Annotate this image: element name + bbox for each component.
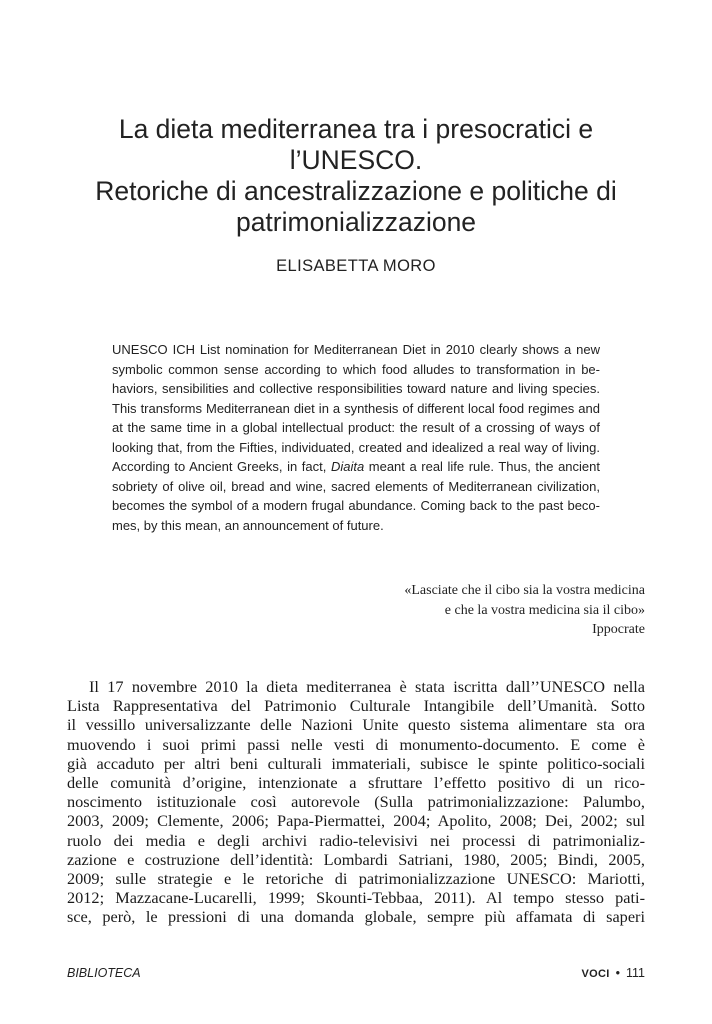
footer-bullet: • (615, 966, 620, 980)
body-line: il vessillo universalizzante delle Nazioni Unite questo sistema alimentare sta ora (67, 715, 645, 735)
epigraph-quote-line: e che la vostra medicina sia il cibo» (444, 602, 645, 618)
epigraph-attribution: Ippocrate (592, 622, 645, 637)
abstract-line: UNESCO ICH List nomination for Mediterranean Diet in 2010 clearly shows a new (112, 342, 600, 357)
title-line: patrimonializzazione (235, 207, 477, 237)
body-line: Lista Rappresentativa del Patrimonio Culturale Intangibile dell’Umanità. Sotto (67, 696, 645, 716)
title-line: l’UNESCO. (289, 145, 423, 175)
epigraph-quote-line: «Lasciate che il cibo sia la vostra medicina (404, 583, 645, 598)
abstract-line (112, 457, 600, 477)
epigraph (245, 581, 645, 640)
page-number: 111 (625, 966, 645, 980)
abstract-line: sobriety of olive oil, bread and wine, sacred elements of Mediterranean civilization, (112, 478, 600, 494)
footer-page-info (582, 966, 646, 980)
author-name: ELISABETTA MORO (276, 257, 436, 275)
abstract-line: This transforms Mediterranean diet in a synthesis of different local food regimes and (112, 400, 600, 416)
title-line: Retoriche di ancestralizzazione e politiche di (95, 176, 617, 206)
body-line: sce, però, le pressioni di una domanda globale, sempre più affamata di saperi (67, 907, 645, 927)
abstract-line: at the same time in a global intellectual product: the result of a crossing of ways of (112, 420, 600, 435)
footer-section-label: BIBLIOTECA (67, 966, 141, 980)
abstract-text: According to Ancient Greeks, in fact, (112, 459, 331, 474)
article-title (60, 114, 652, 238)
body-line: zazione e costruzione dell’identità: Lombardi Satriani, 1980, 2005; Bindi, 2005, (67, 849, 645, 869)
journal-name: VOCI (581, 968, 610, 980)
body-line: delle comunità d’origine, intenzionate a sfruttare l’effetto positivo di un rico- (67, 773, 645, 793)
body-line: 2012; Mazzacane-Lucarelli, 1999; Skounti-Tebbaa, 2011). Al tempo stesso pati- (67, 888, 645, 908)
abstract-line: mes, by this mean, an announcement of future. (112, 517, 384, 533)
body-line: ruolo dei media e degli archivi radio-televisivi nei processi di patrimonializ- (67, 830, 645, 850)
abstract-text: meant a real life rule. Thus, the ancient (364, 459, 600, 474)
abstract-italic-term: Diaita (330, 459, 365, 474)
abstract-line: looking that, from the Fifties, individuated, created and idealized a real way of living. (112, 439, 600, 455)
abstract-line: haviors, sensibilities and collective responsibilities toward nature and living species. (112, 381, 600, 396)
body-line: noscimento istituzionale così autorevole (Sulla patrimonializzazione: Palumbo, (67, 792, 645, 812)
title-line: La dieta mediterranea tra i presocratici e (118, 114, 594, 144)
body-line: 2003, 2009; Clemente, 2006; Papa-Piermattei, 2004; Apolito, 2008; Dei, 2002; sul (67, 811, 645, 831)
body-line: già accaduto per altri beni culturali immateriali, subisce le spinte politico-sociali (67, 753, 645, 773)
body-paragraph (67, 677, 645, 927)
abstract (112, 340, 600, 535)
body-line: muovendo i suoi primi passi nelle vesti di monumento-documento. E come è (67, 734, 645, 754)
body-line: 2009; sulle strategie e le retoriche di patrimonializzazione UNESCO: Mariotti, (67, 869, 645, 889)
abstract-line: becomes the symbol of a modern frugal abundance. Coming back to the past becо- (112, 498, 600, 513)
body-line: Il 17 novembre 2010 la dieta mediterranea è stata iscritta dall’’UNESCO nella (89, 677, 645, 696)
abstract-line: symbolic common sense according to which food alludes to transformation in be- (112, 361, 600, 377)
